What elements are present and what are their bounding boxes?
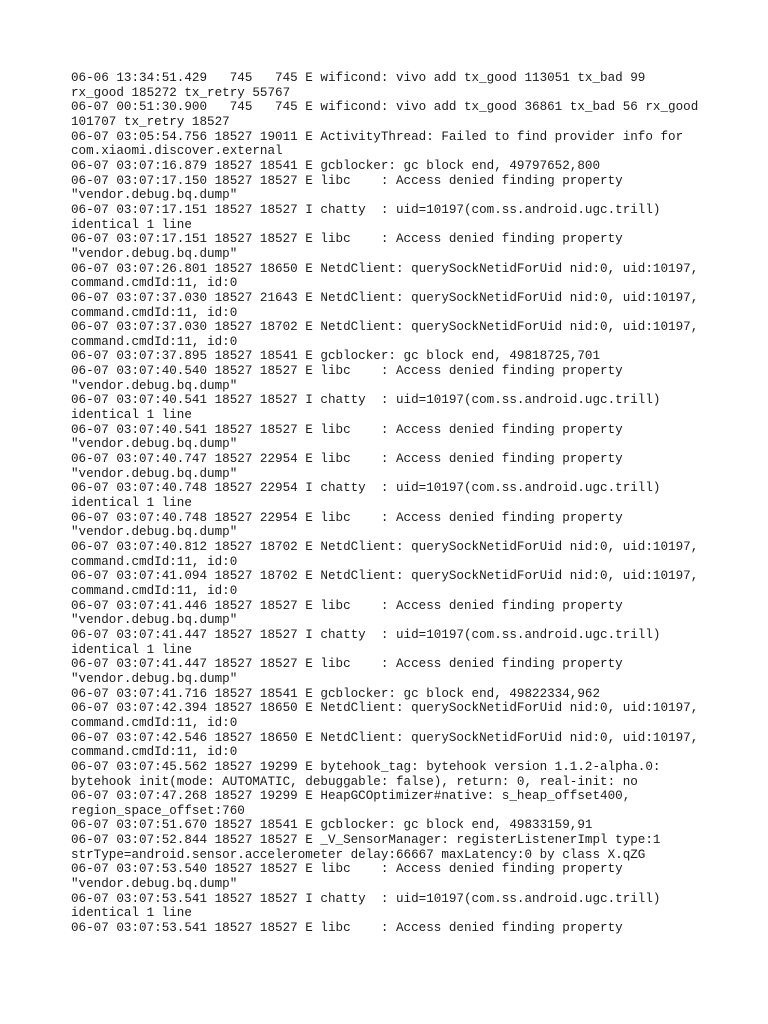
log-line: 06-07 03:07:40.748 18527 22954 E libc : Access denied finding property — [71, 510, 623, 525]
log-line: identical 1 line — [71, 217, 192, 232]
log-line: 06-07 03:07:47.268 18527 19299 E HeapGCOptimizer#native: s_heap_offset400, — [71, 789, 631, 804]
log-line: 06-06 13:34:51.429 745 745 E wificond: vivo add tx_good 113051 tx_bad 99 — [71, 71, 646, 85]
log-line: 06-07 03:07:41.447 18527 18527 E libc : Access denied finding property — [71, 657, 623, 672]
log-line: 06-07 03:07:17.151 18527 18527 E libc : Access denied finding property — [71, 232, 623, 247]
log-line: 06-07 03:07:37.030 18527 21643 E NetdClient: querySockNetidForUid nid:0, uid:10197, — [71, 290, 699, 305]
log-line: command.cmdId:11, id:0 — [71, 554, 238, 569]
log-line: region_space_offset:760 — [71, 803, 245, 818]
log-line: 06-07 03:07:53.541 18527 18527 E libc : Access denied finding property — [71, 921, 623, 936]
log-line: 06-07 03:07:40.541 18527 18527 I chatty : uid=10197(com.ss.android.ugc.trill) — [71, 393, 661, 408]
log-line: 06-07 03:07:37.895 18527 18541 E gcblocker: gc block end, 49818725,701 — [71, 349, 601, 364]
log-line: command.cmdId:11, id:0 — [71, 745, 238, 760]
log-line: command.cmdId:11, id:0 — [71, 583, 238, 598]
log-line: 06-07 03:07:26.801 18527 18650 E NetdClient: querySockNetidForUid nid:0, uid:10197, — [71, 261, 699, 276]
log-line: 06-07 03:07:41.447 18527 18527 I chatty : uid=10197(com.ss.android.ugc.trill) — [71, 627, 661, 642]
log-line: identical 1 line — [71, 408, 192, 423]
log-line: "vendor.debug.bq.dump" — [71, 437, 238, 452]
log-line: "vendor.debug.bq.dump" — [71, 378, 238, 393]
log-line: identical 1 line — [71, 642, 192, 657]
log-line: "vendor.debug.bq.dump" — [71, 246, 238, 261]
log-line: 06-07 03:07:40.748 18527 22954 I chatty : uid=10197(com.ss.android.ugc.trill) — [71, 481, 661, 496]
log-line: 06-07 03:07:17.151 18527 18527 I chatty : uid=10197(com.ss.android.ugc.trill) — [71, 202, 661, 217]
log-document — [71, 71, 731, 936]
log-line: "vendor.debug.bq.dump" — [71, 188, 238, 203]
log-line: "vendor.debug.bq.dump" — [71, 671, 238, 686]
log-line: identical 1 line — [71, 906, 192, 921]
log-line: 06-07 03:07:40.540 18527 18527 E libc : Access denied finding property — [71, 364, 623, 379]
log-line: 101707 tx_retry 18527 — [71, 114, 230, 129]
log-line: command.cmdId:11, id:0 — [71, 715, 238, 730]
log-line: command.cmdId:11, id:0 — [71, 305, 238, 320]
log-line: 06-07 03:07:41.094 18527 18702 E NetdClient: querySockNetidForUid nid:0, uid:10197, — [71, 569, 699, 584]
log-line: "vendor.debug.bq.dump" — [71, 466, 238, 481]
log-line: 06-07 03:07:53.540 18527 18527 E libc : Access denied finding property — [71, 862, 623, 877]
log-line: com.xiaomi.discover.external — [71, 144, 283, 159]
log-line: 06-07 03:07:17.150 18527 18527 E libc : Access denied finding property — [71, 173, 623, 188]
log-line: 06-07 03:07:45.562 18527 19299 E bytehook_tag: bytehook version 1.1.2-alpha.0: — [71, 759, 661, 774]
log-line: 06-07 03:07:53.541 18527 18527 I chatty : uid=10197(com.ss.android.ugc.trill) — [71, 891, 661, 906]
log-line: 06-07 03:07:40.541 18527 18527 E libc : Access denied finding property — [71, 422, 623, 437]
log-line: 06-07 03:07:52.844 18527 18527 E _V_SensorManager: registerListenerImpl type:1 — [71, 833, 661, 848]
log-line: 06-07 03:05:54.756 18527 19011 E ActivityThread: Failed to find provider info for — [71, 129, 684, 144]
log-line: identical 1 line — [71, 496, 192, 511]
log-line: command.cmdId:11, id:0 — [71, 276, 238, 291]
log-line: 06-07 03:07:41.446 18527 18527 E libc : Access denied finding property — [71, 598, 623, 613]
log-line: 06-07 03:07:40.812 18527 18702 E NetdClient: querySockNetidForUid nid:0, uid:10197, — [71, 540, 699, 554]
log-line: 06-07 03:07:51.670 18527 18541 E gcblocker: gc block end, 49833159,91 — [71, 818, 593, 833]
log-line: "vendor.debug.bq.dump" — [71, 525, 238, 540]
log-line: "vendor.debug.bq.dump" — [71, 877, 238, 892]
log-line: 06-07 00:51:30.900 745 745 E wificond: vivo add tx_good 36861 tx_bad 56 rx_good — [71, 100, 699, 115]
log-line: 06-07 03:07:40.747 18527 22954 E libc : Access denied finding property — [71, 452, 623, 467]
log-line: 06-07 03:07:42.394 18527 18650 E NetdClient: querySockNetidForUid nid:0, uid:10197, — [71, 701, 699, 716]
log-line: 06-07 03:07:16.879 18527 18541 E gcblocker: gc block end, 49797652,800 — [71, 158, 601, 173]
log-line: rx_good 185272 tx_retry 55767 — [71, 85, 291, 100]
log-line: 06-07 03:07:37.030 18527 18702 E NetdClient: querySockNetidForUid nid:0, uid:10197, — [71, 320, 699, 335]
log-line: "vendor.debug.bq.dump" — [71, 613, 238, 628]
log-line: 06-07 03:07:41.716 18527 18541 E gcblocker: gc block end, 49822334,962 — [71, 686, 601, 701]
log-line: strType=android.sensor.accelerometer delay:66667 maxLatency:0 by class X.qZG — [71, 847, 646, 862]
log-line: bytehook init(mode: AUTOMATIC, debuggable: false), return: 0, real-init: no — [71, 774, 638, 789]
log-line: command.cmdId:11, id:0 — [71, 334, 238, 349]
log-line: 06-07 03:07:42.546 18527 18650 E NetdClient: querySockNetidForUid nid:0, uid:10197, — [71, 730, 699, 745]
